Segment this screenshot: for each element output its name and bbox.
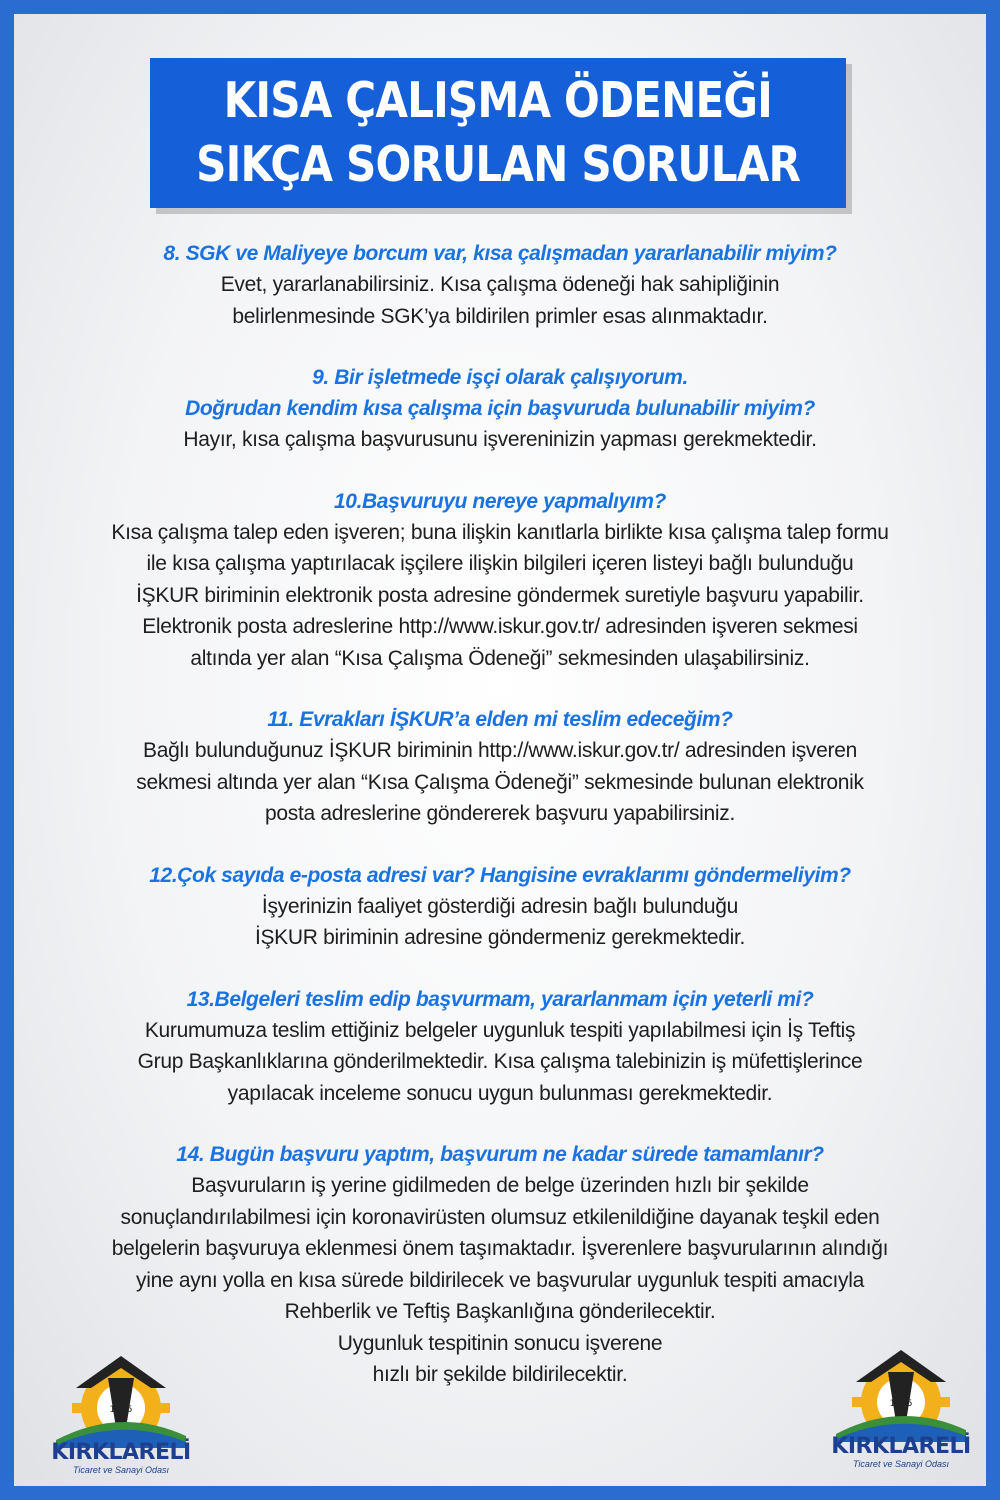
faq-answer-line: yapılacak inceleme sonucu uygun bulunması gerekmektedir. — [227, 1081, 773, 1105]
faq-answer-line: Hayır, kısa çalışma başvurusunu işvereninizin yapması gerekmektedir. — [183, 428, 817, 451]
faq-answer-line: Elektronik posta adreslerine http://www.iskur.gov.tr/ adresinden işveren sekmesi — [142, 615, 858, 638]
logo-right — [826, 1342, 976, 1472]
faq-item — [44, 984, 956, 1110]
logo-left — [46, 1348, 196, 1478]
logo-subtitle: Ticaret ve Sanayi Odası — [73, 1465, 169, 1475]
faq-answer-line: sekmesi altında yer alan “Kısa Çalışma Ödeneği” sekmesinde bulunan elektronik — [136, 770, 864, 794]
faq-list — [44, 238, 956, 1421]
faq-answer-line: İşyerinizin faaliyet gösterdiği adresin bağlı bulunduğu — [261, 894, 739, 918]
faq-answer-line: belgelerin başvuruya eklenmesi önem taşımaktadır. İşverenlere başvurularının alındığı — [111, 1237, 889, 1260]
faq-answer-line: İŞKUR biriminin adresine göndermeniz gerekmektedir. — [254, 926, 746, 949]
title-banner — [150, 58, 846, 208]
faq-answer-line: Başvuruların iş yerine gidilmeden de belge üzerinden hızlı bir şekilde — [191, 1174, 809, 1197]
faq-answer-line: İŞKUR biriminin elektronik posta adresine göndermek suretiyle başvuru yapabilir. — [136, 583, 864, 607]
title-line-2: SIKÇA SORULAN SORULAR — [196, 136, 800, 193]
faq-question-line: 9. Bir işletmede işçi olarak çalışıyorum. — [312, 366, 688, 389]
faq-answer-line: Uygunluk tespitinin sonucu işverene — [337, 1331, 663, 1355]
logo-subtitle: Ticaret ve Sanayi Odası — [853, 1459, 949, 1469]
logo-name: KIRKLARELİ — [831, 1434, 971, 1459]
faq-answer-line: yine aynı yolla en kısa sürede bildirilecek ve başvurular uygunluk tespiti amacıyla — [136, 1268, 864, 1292]
faq-item — [44, 362, 956, 456]
faq-answer-line: belirlenmesinde SGK’ya bildirilen primler esas alınmaktadır. — [232, 304, 768, 328]
kirklareli-tso-logo-icon — [826, 1342, 976, 1442]
faq-question-line: Doğrudan kendim kısa çalışma için başvuruda bulunabilir miyim? — [185, 397, 815, 420]
faq-question-line: 12.Çok sayıda e-posta adresi var? Hangisine evraklarımı göndermeliyim? — [149, 863, 851, 887]
faq-item — [44, 704, 956, 830]
logo-name: KIRKLARELİ — [51, 1440, 191, 1465]
faq-item — [44, 860, 956, 954]
faq-question-line: 14. Bugün başvuru yaptım, başvurum ne kadar sürede tamamlanır? — [176, 1143, 824, 1166]
poster-frame — [14, 14, 986, 1486]
faq-answer-line: Kısa çalışma talep eden işveren; buna ilişkin kanıtlarla birlikte kısa çalışma talep formu — [111, 520, 889, 544]
faq-answer-line: Grup Başkanlıklarına gönderilmektedir. Kısa çalışma talebinizin iş müfettişlerince — [137, 1050, 863, 1073]
svg-text:1925: 1925 — [889, 1399, 913, 1409]
faq-answer-line: hızlı bir şekilde bildirilecektir. — [372, 1363, 628, 1386]
faq-item — [44, 486, 956, 675]
faq-question-line: 11. Evrakları İŞKUR’a elden mi teslim edeceğim? — [267, 708, 733, 731]
faq-answer-line: ile kısa çalışma yaptırılacak işçilere ilişkin bilgileri içeren listeyi bağlı bulunduğu — [146, 552, 854, 575]
faq-item — [44, 238, 956, 332]
faq-answer-line: posta adreslerine göndererek başvuru yapabilirsiniz. — [264, 802, 735, 825]
faq-question-line: 10.Başvuruyu nereye yapmalıyım? — [334, 489, 666, 513]
faq-answer-line: sonuçlandırılabilmesi için koronavirüsten olumsuz etkilenildiğine dayanak teşkil eden — [120, 1205, 880, 1229]
faq-question-line: 13.Belgeleri teslim edip başvurmam, yararlanmam için yeterli mi? — [186, 987, 814, 1011]
faq-answer-line: Rehberlik ve Teftiş Başkanlığına gönderilecektir. — [284, 1300, 716, 1323]
faq-answer-line: Bağlı bulunduğunuz İŞKUR biriminin http://www.iskur.gov.tr/ adresinden işveren — [143, 739, 857, 762]
faq-answer-line: Evet, yararlanabilirsiniz. Kısa çalışma ödeneği hak sahipliğinin — [220, 273, 780, 296]
faq-answer-line: Kurumumuza teslim ettiğiniz belgeler uygunluk tespiti yapılabilmesi için İş Teftiş — [144, 1018, 856, 1042]
svg-text:1925: 1925 — [109, 1405, 133, 1415]
faq-answer-line: altında yer alan “Kısa Çalışma Ödeneği” sekmesinden ulaşabilirsiniz. — [190, 646, 810, 670]
faq-question-line: 8. SGK ve Maliyeye borcum var, kısa çalışmadan yararlanabilir miyim? — [163, 242, 837, 265]
title-line-1: KISA ÇALIŞMA ÖDENEĞİ — [223, 72, 773, 129]
kirklareli-tso-logo-icon — [46, 1348, 196, 1448]
